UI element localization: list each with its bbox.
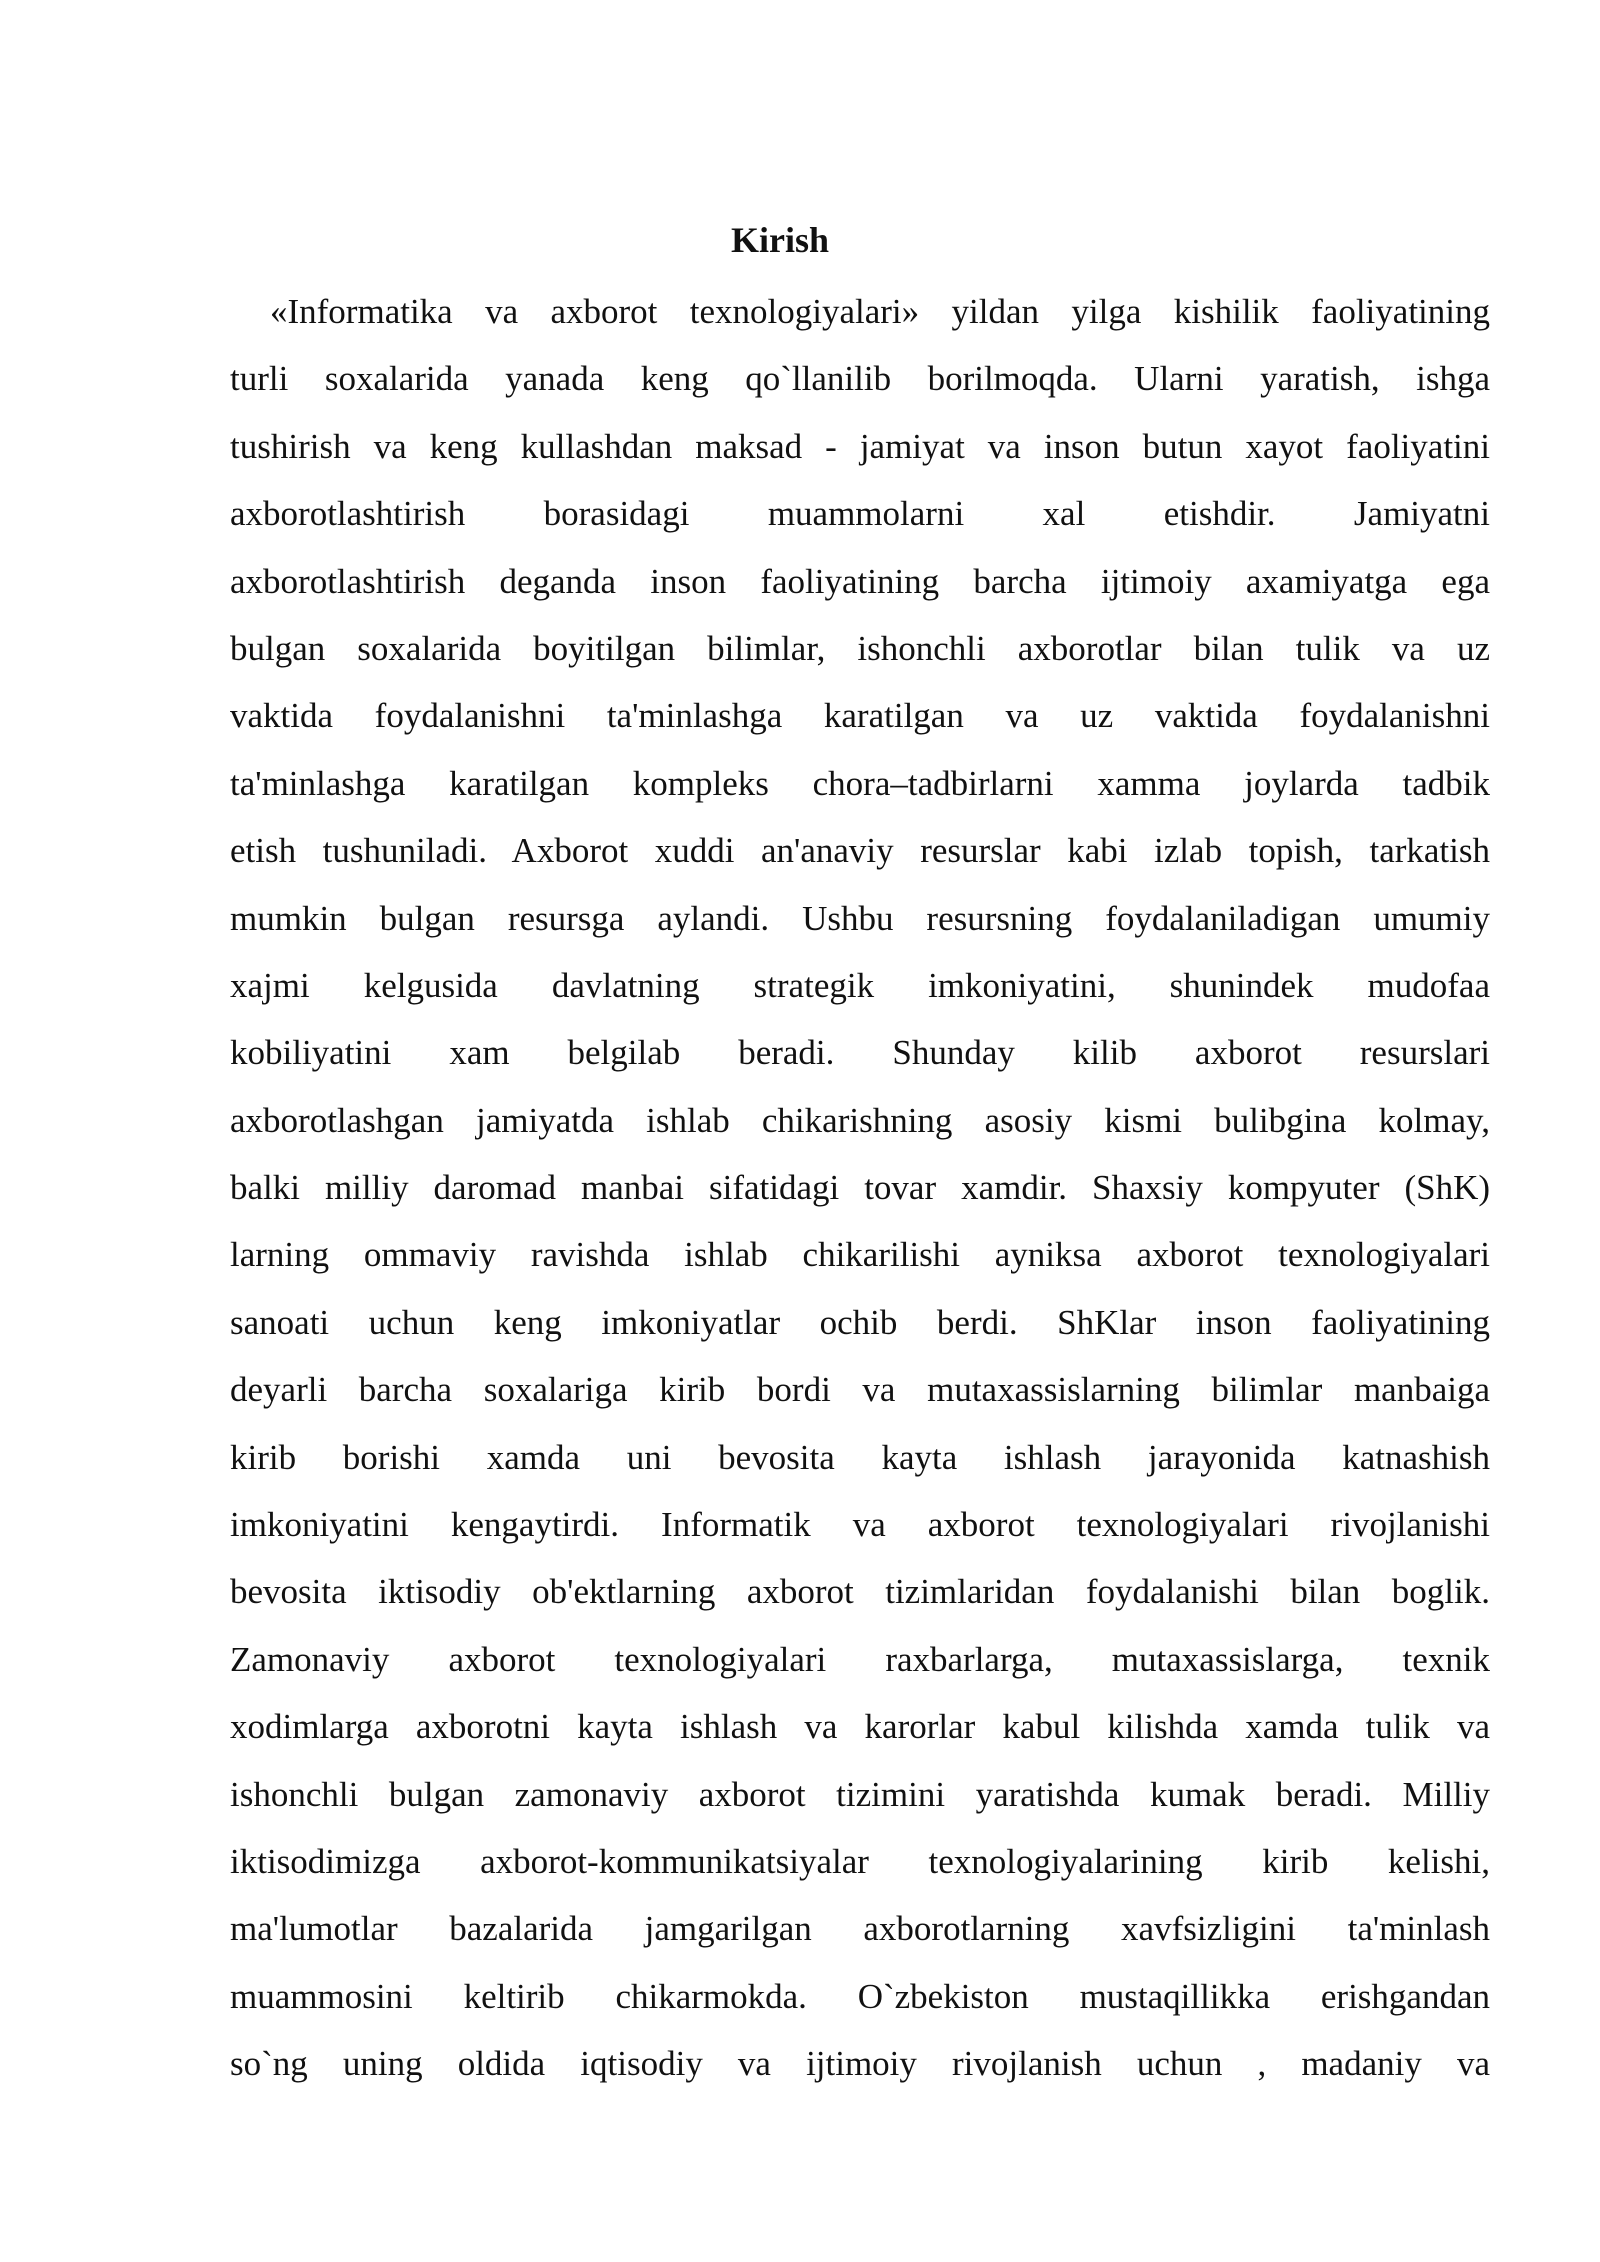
paragraph-line: mumkin bulgan resursga aylandi. Ushbu resursning foydalaniladigan umumiy: [230, 898, 1490, 938]
paragraph-line: axborotlashgan jamiyatda ishlab chikarishning asosiy kismi bulibgina kolmay,: [230, 1100, 1490, 1140]
paragraph-line: xajmi kelgusida davlatning strategik imkoniyatini, shunindek mudofaa: [230, 965, 1490, 1005]
paragraph-line: ishonchli bulgan zamonaviy axborot tizimini yaratishda kumak beradi. Milliy: [230, 1774, 1490, 1814]
paragraph-line: vaktida foydalanishni ta'minlashga karatilgan va uz vaktida foydalanishni: [230, 696, 1490, 736]
paragraph-line: ta'minlashga karatilgan kompleks chora–tadbirlarni xamma joylarda tadbik: [230, 763, 1490, 803]
paragraph-line: axborotlashtirish borasidagi muammolarni xal etishdir. Jamiyatni: [230, 494, 1490, 534]
paragraph-line: bevosita iktisodiy ob'ektlarning axborot tizimlaridan foydalanishi bilan boglik.: [230, 1572, 1490, 1612]
paragraph-line: so`ng uning oldida iqtisodiy va ijtimoiy rivojlanish uchun , madaniy va: [230, 2044, 1490, 2084]
paragraph-line: axborotlashtirish deganda inson faoliyatining barcha ijtimoiy axamiyatga ega: [230, 561, 1490, 601]
paragraph-line: deyarli barcha soxalariga kirib bordi va mutaxassislarning bilimlar manbaiga: [230, 1370, 1490, 1410]
paragraph-line: ma'lumotlar bazalarida jamgarilgan axborotlarning xavfsizligini ta'minlash: [230, 1909, 1490, 1949]
paragraph-line: imkoniyatini kengaytirdi. Informatik va axborot texnologiyalari rivojlanishi: [230, 1505, 1490, 1545]
paragraph-line: kirib borishi xamda uni bevosita kayta ishlash jarayonida katnashish: [230, 1437, 1490, 1477]
paragraph-line: sanoati uchun keng imkoniyatlar ochib berdi. ShKlar inson faoliyatining: [230, 1302, 1490, 1342]
paragraph-line: larning ommaviy ravishda ishlab chikarilishi ayniksa axborot texnologiyalari: [230, 1235, 1490, 1275]
paragraph-line: Zamonaviy axborot texnologiyalari raxbarlarga, mutaxassislarga, texnik: [230, 1639, 1490, 1679]
paragraph-line: tushirish va keng kullashdan maksad - jamiyat va inson butun xayot faoliyatini: [230, 426, 1490, 466]
paragraph-line: kobiliyatini xam belgilab beradi. Shunday kilib axborot resurslari: [230, 1033, 1490, 1073]
paragraph-line: etish tushuniladi. Axborot xuddi an'anaviy resurslar kabi izlab topish, tarkatish: [230, 831, 1490, 871]
paragraph-line: balki milliy daromad manbai sifatidagi tovar xamdir. Shaxsiy kompyuter (ShK): [230, 1168, 1490, 1208]
paragraph-line: «Informatika va axborot texnologiyalari» yildan yilga kishilik faoliyatining: [270, 292, 1490, 331]
paragraph-line: turli soxalarida yanada keng qo`llanilib borilmoqda. Ularni yaratish, ishga: [230, 359, 1490, 399]
paragraph-line: muammosini keltirib chikarmokda. O`zbekiston mustaqillikka erishgandan: [230, 1976, 1490, 2016]
page-title: Kirish: [730, 220, 829, 260]
body-paragraph: [230, 284, 1490, 2104]
paragraph-line: iktisodimizga axborot-kommunikatsiyalar texnologiyalarining kirib kelishi,: [230, 1841, 1490, 1881]
paragraph-line: xodimlarga axborotni kayta ishlash va karorlar kabul kilishda xamda tulik va: [230, 1707, 1490, 1747]
paragraph-line: bulgan soxalarida boyitilgan bilimlar, ishonchli axborotlar bilan tulik va uz: [230, 628, 1490, 668]
